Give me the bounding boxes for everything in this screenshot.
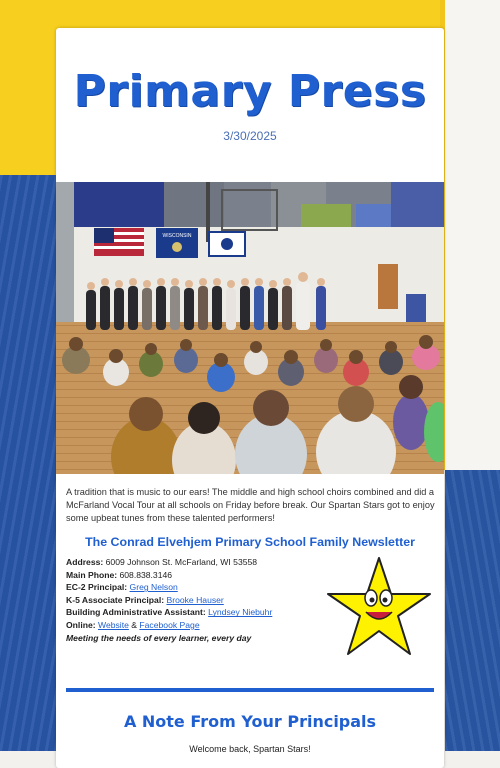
phone-label: Main Phone: (66, 569, 118, 580)
newsletter-date: 3/30/2025 (223, 129, 277, 143)
flag-banner-text: WISCONSIN (162, 233, 192, 239)
principal-row (66, 581, 316, 594)
principal-link[interactable]: Greg Nelson (129, 582, 178, 593)
online-row (66, 619, 316, 632)
assistant-label: Building Administrative Assistant: (66, 607, 206, 618)
address-row (66, 556, 316, 569)
school-info (66, 556, 316, 644)
facebook-link[interactable]: Facebook Page (139, 619, 200, 630)
principals-note-heading: A Note From Your Principals (123, 712, 377, 731)
website-link[interactable]: Website (98, 619, 129, 630)
welcome-text: Welcome back, Spartan Stars! (189, 744, 311, 754)
section-divider (66, 688, 434, 692)
background-blue-panel-left (0, 175, 60, 751)
newsletter-title: Primary Press (73, 66, 427, 117)
newsletter-card (56, 28, 444, 768)
background-white-panel (445, 0, 500, 470)
address-value: 6009 Johnson St. McFarland, WI 53558 (105, 557, 258, 567)
choir-photo (56, 182, 444, 474)
photo-caption: A tradition that is music to our ears! The middle and high school choirs combined and did a McFarland Vocal Tour at all schools on Friday before break. Our Spartan Stars got to enjoy some upbeat tunes from these talented performers! (66, 487, 435, 523)
online-label: Online: (66, 619, 96, 630)
school-newsletter-heading: The Conrad Elvehjem Primary School Family Newsletter (85, 535, 415, 549)
associate-row (66, 594, 316, 607)
choir-photo-illustration (56, 182, 444, 474)
background-blue-panel-right (445, 470, 500, 751)
school-motto: Meeting the needs of every learner, every day (66, 632, 252, 643)
smiling-star-icon (324, 554, 434, 664)
phone-row (66, 569, 316, 582)
address-label: Address: (66, 557, 104, 567)
phone-value: 608.838.3146 (119, 569, 173, 580)
assistant-link[interactable]: Lyndsey Niebuhr (208, 607, 273, 618)
assistant-row (66, 606, 316, 619)
associate-label: K-5 Associate Principal: (66, 594, 165, 605)
associate-link[interactable]: Brooke Hauser (166, 594, 224, 605)
principal-label: EC-2 Principal: (66, 582, 128, 593)
amp-text: & (131, 619, 138, 630)
